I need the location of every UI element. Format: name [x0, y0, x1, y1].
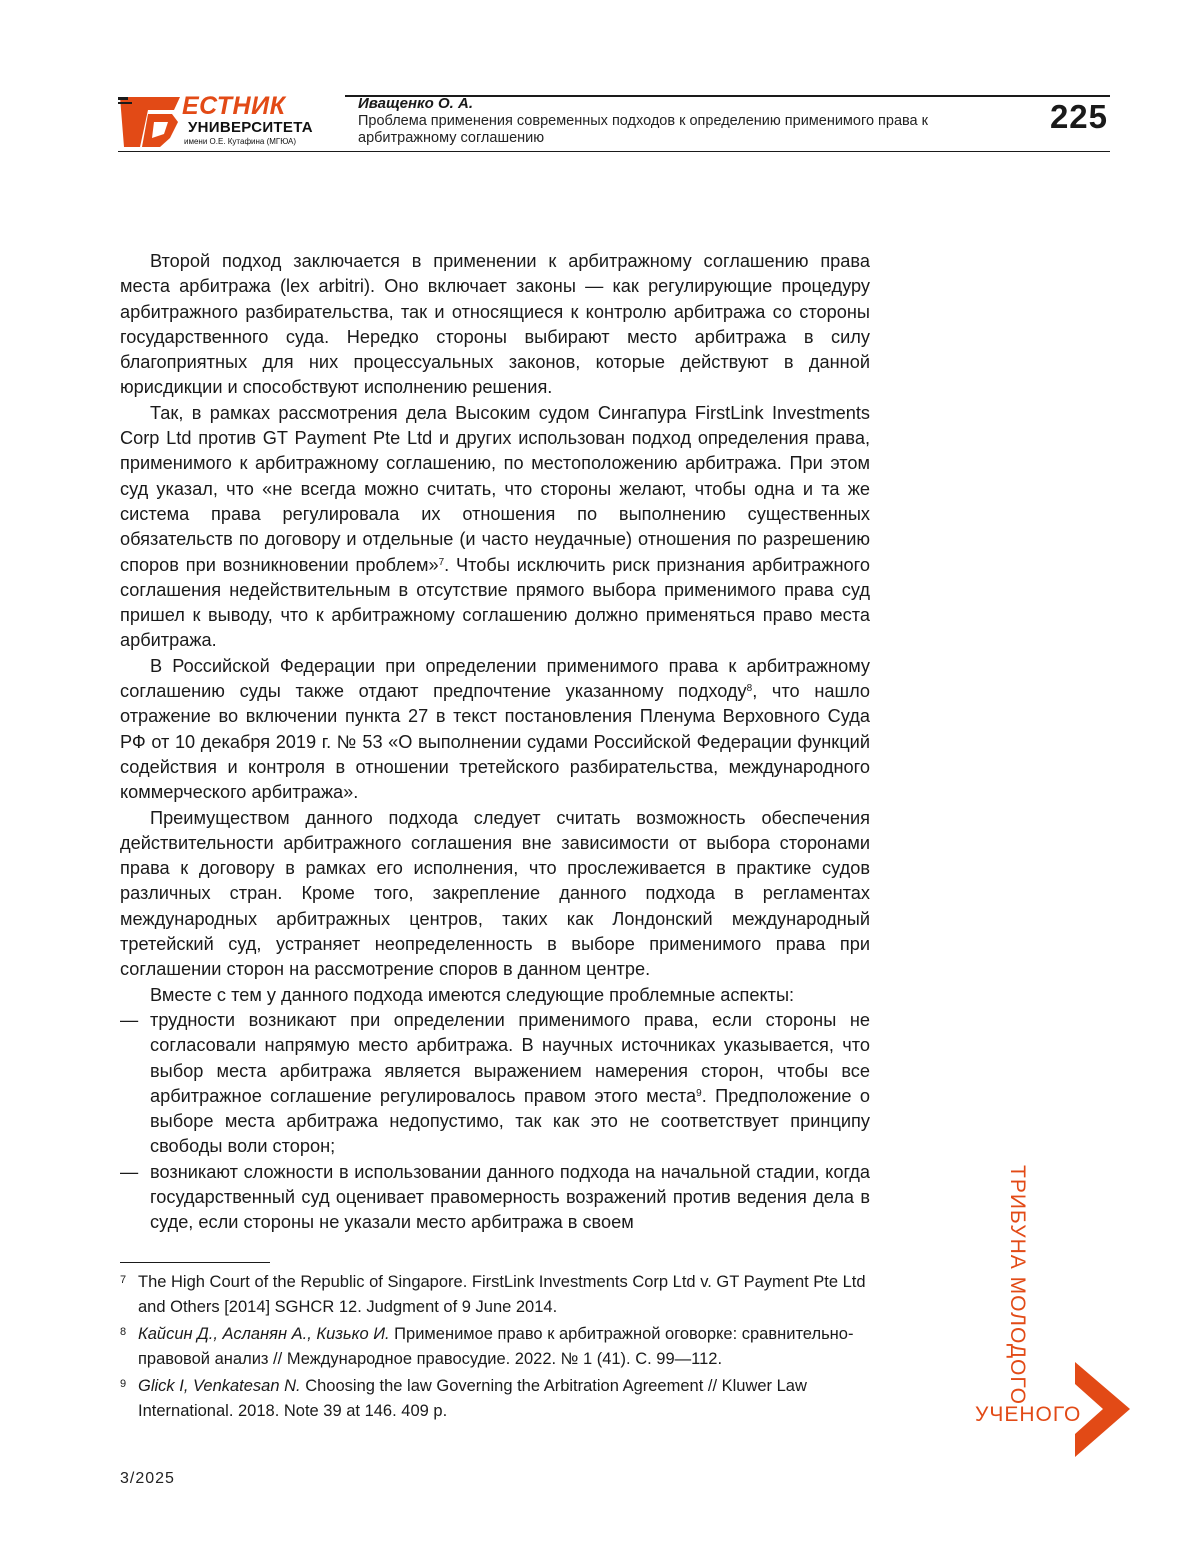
logo-title: ЕСТНИК: [182, 92, 285, 121]
footnote-separator: [120, 1262, 270, 1263]
footnote-number: 7: [120, 1268, 126, 1293]
section-label-vertical: ТРИБУНА МОЛОДОГО: [1005, 1165, 1029, 1405]
logo-named: имени О.Е. Кутафина (МГЮА): [184, 137, 296, 146]
article-body: [120, 249, 870, 1236]
footnote-ref[interactable]: 9: [696, 1088, 702, 1099]
dash-bullet: —: [120, 1160, 138, 1185]
journal-logo: [118, 92, 328, 152]
footnote-ref[interactable]: 8: [747, 683, 753, 694]
section-label-horizontal: УЧЕНОГО: [975, 1403, 1081, 1427]
footnote-number: 8: [120, 1320, 126, 1345]
paragraph: Вместе с тем у данного подхода имеются следующие проблемные аспекты:: [120, 983, 870, 1008]
footnotes: [120, 1270, 870, 1426]
footnote-9: 9 Glick I, Venkatesan N. Choosing the law Governing the Arbitration Agreement // Kluwer Law International. 2018. Note 39 at 146. 409 p.: [120, 1374, 870, 1423]
issue-number: 3/2025: [120, 1470, 175, 1488]
dash-bullet: —: [120, 1008, 138, 1033]
footnote-ref[interactable]: 7: [439, 557, 445, 568]
page-number: 225: [1050, 98, 1108, 136]
footnote-7: 7 The High Court of the Republic of Singapore. FirstLink Investments Corp Ltd v. GT Payment Pte Ltd and Others [2014] SGHCR 12. Judgment of 9 June 2014.: [120, 1270, 870, 1319]
paragraph: Второй подход заключается в применении к арбитражному соглашению права места арбитража (lex arbitri). Оно включает законы — как регулирующие процедуру арбитражного разбирательства, так и относящиеся к контролю арбитража со стороны государственного суда. Нередко стороны выбирают место арбитража в силу благоприятных для них процессуальных законов, которые действуют в данной юрисдикции и способствуют исполнению решения.: [120, 249, 870, 401]
footnote-number: 9: [120, 1372, 126, 1397]
footnote-authors: Кайсин Д., Асланян А., Кизько И.: [138, 1325, 390, 1343]
list-item: — возникают сложности в использовании данного подхода на начальной стадии, когда государственный суд оценивает правомерность возражений против ведения дела в суде, если стороны не указали место арбитража в своем: [120, 1160, 870, 1236]
paragraph: Так, в рамках рассмотрения дела Высоким судом Сингапура FirstLink Investments Corp Ltd против GT Payment Pte Ltd и других использован подход определения права, применимого к арбитражному соглашению, по местоположению арбитража. При этом суд указал, что «не всегда можно считать, что стороны желают, чтобы одна и та же система права регулировала их отношения по выполнению существенных обязательств по договору и отдельные (и часто неудачные) отношения по разрешению споров при возникновении проблем»7. Чтобы исключить риск признания арбитражного соглашения недействительным в отсутствие прямого выбора применимого права суд пришел к выводу, что к арбитражному соглашению должно применяться право места арбитража.: [120, 401, 870, 654]
running-title: Проблема применения современных подходов к определению применимого права к арбитражному соглашению: [358, 113, 978, 147]
logo-v-icon: [118, 92, 188, 152]
article-author: Иващенко О. А.: [358, 95, 473, 112]
header-rule-bottom: [118, 151, 1110, 152]
problem-list: [120, 1008, 870, 1236]
paragraph: В Российской Федерации при определении применимого права к арбитражному соглашению суды также отдают предпочтение указанному подходу8, что нашло отражение во включении пункта 27 в текст постановления Пленума Верховного Суда РФ от 10 декабря 2019 г. № 53 «О выполнении судами Российской Федерации функций содействия и контроля в отношении третейского разбирательства, международного коммерческого арбитража».: [120, 654, 870, 806]
footnote-8: 8 Кайсин Д., Асланян А., Кизько И. Применимое право к арбитражной оговорке: сравнительно-правовой анализ // Международное правосудие. 2022. № 1 (41). С. 99—112.: [120, 1322, 870, 1371]
arrow-right-icon: [1075, 1362, 1130, 1457]
paragraph: Преимуществом данного подхода следует считать возможность обеспечения действительности арбитражного соглашения вне зависимости от выбора сторонами права к договору в рамках его исполнения, что прослеживается в практике судов различных стран. Кроме того, закрепление данного подхода в регламентах международных арбитражных центров, таких как Лондонский международный третейский суд, устраняет неопределенность в выборе применимого права при соглашении сторон на рассмотрение споров в данном центре.: [120, 806, 870, 983]
footnote-authors: Glick I, Venkatesan N.: [138, 1377, 301, 1395]
logo-subtitle: УНИВЕРСИТЕТА: [188, 119, 313, 136]
list-item: — трудности возникают при определении применимого права, если стороны не согласовали напрямую место арбитража. В научных источниках указывается, что выбор места арбитража является выражением намерения сторон, чтобы все арбитражное соглашение регулировалось правом этого места9. Предположение о выборе места арбитража недопустимо, так как это не соответствует принципу свободы воли сторон;: [120, 1008, 870, 1160]
